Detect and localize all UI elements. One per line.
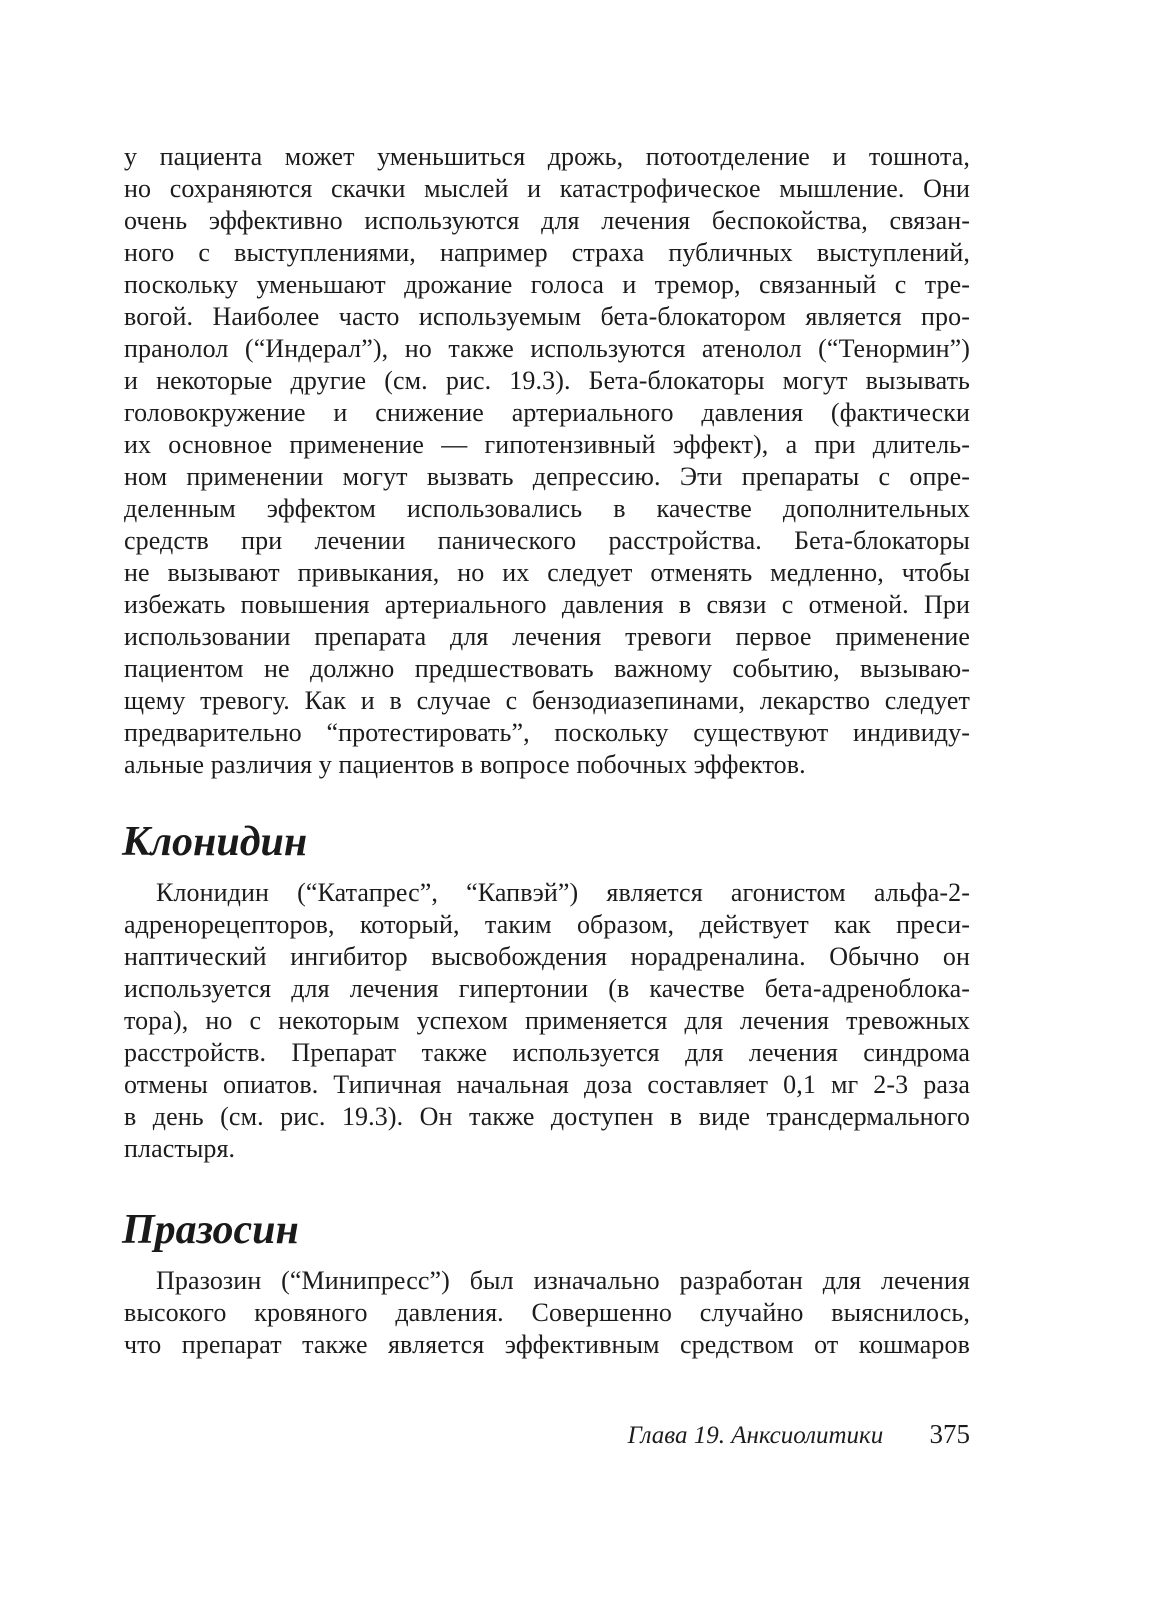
section-heading-prazosin: Празосин: [122, 1207, 299, 1253]
text-line: головокружение и снижение артериального давления (фактически: [124, 398, 970, 427]
paragraph-beta-blockers: [124, 141, 970, 781]
section-heading-clonidine: Клонидин: [122, 819, 308, 865]
text-line: но сохраняются скачки мыслей и катастрофическое мышление. Они: [124, 174, 970, 203]
text-line: избежать повышения артериального давления в связи с отменой. При: [124, 590, 970, 619]
text-line: и некоторые другие (см. рис. 19.3). Бета-блокаторы могут вызывать: [124, 366, 970, 395]
text-line: Празозин (“Минипресс”) был изначально разработан для лечения: [156, 1266, 970, 1295]
text-line: ном применении могут вызвать депрессию. Эти препараты с опре-: [124, 462, 970, 491]
text-line: их основное применение — гипотензивный эффект), а при длитель-: [124, 430, 970, 459]
text-line: деленным эффектом использовались в качестве дополнительных: [124, 494, 970, 523]
paragraph-prazosin: [124, 1265, 970, 1361]
text-line: адренорецепторов, который, таким образом, действует как преси-: [124, 910, 970, 939]
page-footer: [628, 1417, 970, 1453]
text-line: наптический ингибитор высвобождения норадреналина. Обычно он: [124, 942, 970, 971]
text-line: очень эффективно используются для лечения беспокойства, связан-: [124, 206, 970, 235]
paragraph-clonidine: [124, 877, 970, 1165]
text-line: пластыря.: [124, 1134, 236, 1163]
text-line: альные различия у пациентов в вопросе побочных эффектов.: [124, 750, 806, 779]
text-line: высокого кровяного давления. Совершенно случайно выяснилось,: [124, 1298, 970, 1327]
text-line: отмены опиатов. Типичная начальная доза составляет 0,1 мг 2-3 раза: [124, 1070, 970, 1099]
text-line: используется для лечения гипертонии (в качестве бета-адреноблока-: [124, 974, 970, 1003]
text-line: щему тревогу. Как и в случае с бензодиазепинами, лекарство следует: [124, 686, 970, 715]
page-number: 375: [929, 1419, 970, 1449]
text-line: пранолол (“Индерал”), но также используются атенолол (“Тенормин”): [124, 334, 970, 363]
text-line: пациентом не должно предшествовать важному событию, вызываю-: [124, 654, 970, 683]
text-line: предварительно “протестировать”, поскольку существуют индивиду-: [124, 718, 970, 747]
text-line: у пациента может уменьшиться дрожь, потоотделение и тошнота,: [124, 142, 970, 171]
text-line: использовании препарата для лечения тревоги первое применение: [124, 622, 970, 651]
text-line: не вызывают привыкания, но их следует отменять медленно, чтобы: [124, 558, 970, 587]
running-footer-chapter: Глава 19. Анксиолитики: [627, 1422, 884, 1449]
text-line: в день (см. рис. 19.3). Он также доступен в виде трансдермального: [124, 1102, 970, 1131]
text-line: расстройств. Препарат также используется для лечения синдрома: [124, 1038, 970, 1067]
text-line: что препарат также является эффективным средством от кошмаров: [124, 1330, 970, 1359]
text-line: Клонидин (“Катапрес”, “Капвэй”) является агонистом альфа-2-: [156, 878, 970, 907]
text-line: средств при лечении панического расстройства. Бета-блокаторы: [124, 526, 970, 555]
text-line: вогой. Наиболее часто используемым бета-блокатором является про-: [124, 302, 970, 331]
text-line: поскольку уменьшают дрожание голоса и тремор, связанный с тре-: [124, 270, 970, 299]
text-line: ного с выступлениями, например страха публичных выступлений,: [124, 238, 970, 267]
text-line: тора), но с некоторым успехом применяется для лечения тревожных: [124, 1006, 970, 1035]
